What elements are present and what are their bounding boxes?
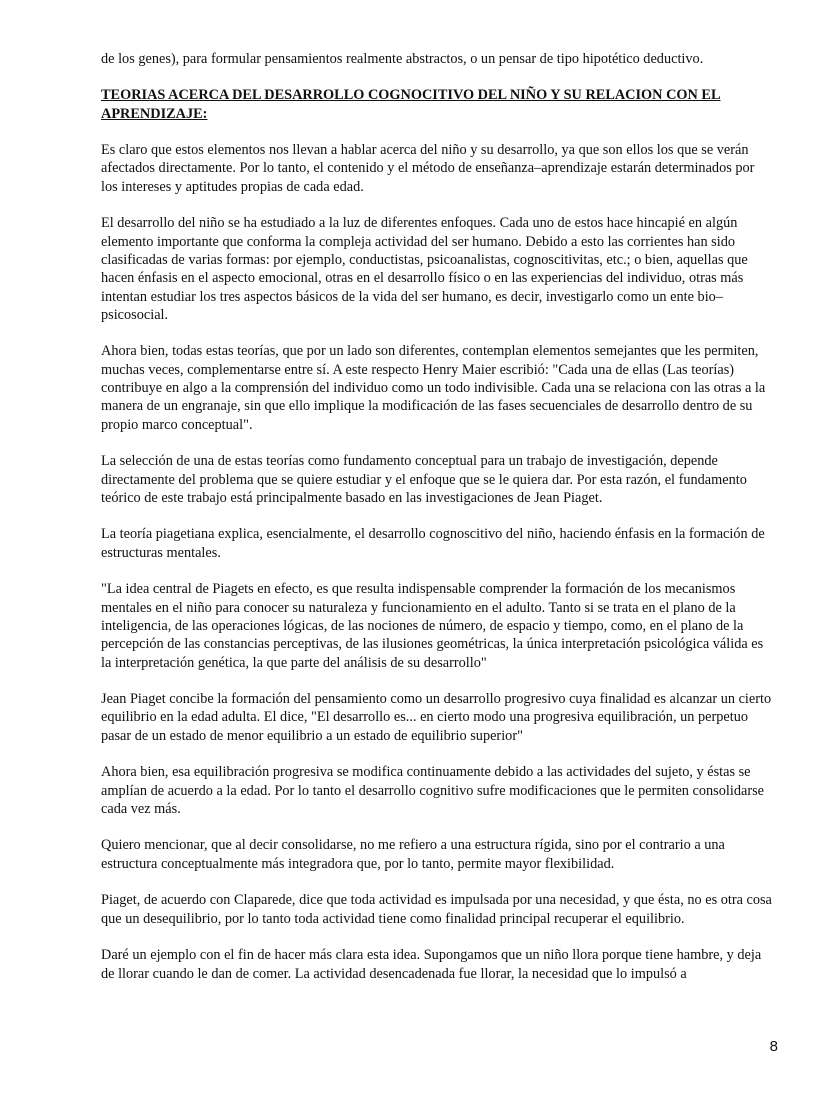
body-paragraph-2: El desarrollo del niño se ha estudiado a la luz de diferentes enfoques. Cada uno de estos hace hincapié en algún elemento importante que conforma la compleja actividad del ser humano. Debido a esto las corrientes han sido clasificadas de varias formas: por ejemplo, conductistas, psicoanalistas, cognoscitivitas, etc.; o bien, aquellas que hacen énfasis en el aspecto emocional, otras en el desarrollo físico o en las experiencias del individuo, otras más intentan estudiar los tres aspectos básicos de la vida del ser humano, es decir, investigarlo como un ente bio–psicosocial.: [101, 215, 748, 323]
body-paragraph-8: Ahora bien, esa equilibración progresiva se modifica continuamente debido a las actividades del sujeto, y éstas se amplían de acuerdo a la edad. Por lo tanto el desarrollo cognitivo sufre modificaciones que le permiten consolidarse cada vez más.: [101, 764, 764, 817]
body-paragraph-3: Ahora bien, todas estas teorías, que por un lado son diferentes, contemplan elementos semejantes que les permiten, muchas veces, complementarse entre sí. A este respecto Henry Maier escribió: "Cada una de ellas (Las teorías) contribuye en algo a la comprensión del individuo como un todo indivisible. Cada una se relaciona con las otras a la manera de un engranaje, sin que ello implique la modificación de las fases secuenciales de desarrollo dentro de su propio marco conceptual".: [101, 343, 766, 433]
body-paragraph-6: "La idea central de Piagets en efecto, es que resulta indispensable comprender la formación de los mecanismos mentales en el niño para conocer su naturaleza y funcionamiento en el adulto. Tanto si se trata en el plano de la inteligencia, de las operaciones lógicas, de las nociones de número, de espacio y tiempo, como, en el plano de la percepción de las constancias perceptivas, de las ilusiones geométricas, la única interpretación psicológica válida es la interpretación genética, la que parte del análisis de su desarrollo": [101, 581, 764, 671]
body-paragraph-4: La selección de una de estas teorías como fundamento conceptual para un trabajo de investigación, depende directamente del problema que se quiere estudiar y el enfoque que se le quiera dar. Por esta razón, el fundamento teórico de este trabajo está principalmente basado en las investigaciones de Jean Piaget.: [101, 453, 747, 506]
body-paragraph-10: Piaget, de acuerdo con Claparede, dice que toda actividad es impulsada por una necesidad, y que ésta, no es otra cosa que un desequilibrio, por lo tanto toda actividad tiene como finalidad principal recuperar el equilibrio.: [101, 892, 772, 927]
body-paragraph-11: Daré un ejemplo con el fin de hacer más clara esta idea. Supongamos que un niño llora porque tiene hambre, y deja de llorar cuando le dan de comer. La actividad desencadenada fue llorar, la necesidad que lo impulsó a: [101, 947, 762, 982]
page-number: 8: [769, 1038, 778, 1055]
body-paragraph-5: La teoría piagetiana explica, esencialmente, el desarrollo cognoscitivo del niño, haciendo énfasis en la formación de estructuras mentales.: [101, 526, 765, 561]
document-page: [101, 50, 773, 1001]
section-heading: TEORIAS ACERCA DEL DESARROLLO COGNOCITIVO DEL NIÑO Y SU RELACION CON EL APRENDIZAJE:: [101, 87, 721, 122]
body-paragraph-9: Quiero mencionar, que al decir consolidarse, no me refiero a una estructura rígida, sino por el contrario a una estructura conceptualmente más integradora que, por lo tanto, permite mayor flexibilidad.: [101, 837, 725, 872]
continuation-paragraph: de los genes), para formular pensamientos realmente abstractos, o un pensar de tipo hipotético deductivo.: [101, 51, 704, 67]
body-paragraph-7: Jean Piaget concibe la formación del pensamiento como un desarrollo progresivo cuya finalidad es alcanzar un cierto equilibrio en la edad adulta. El dice, "El desarrollo es... en cierto modo una progresiva equilibración, un perpetuo pasar de un estado de menor equilibrio a un estado de equilibrio superior": [101, 691, 772, 744]
body-paragraph-1: Es claro que estos elementos nos llevan a hablar acerca del niño y su desarrollo, ya que son ellos los que se verán afectados directamente. Por lo tanto, el contenido y el método de enseñanza–aprendizaje estarán determinados por los intereses y aptitudes propias de cada edad.: [101, 142, 755, 195]
